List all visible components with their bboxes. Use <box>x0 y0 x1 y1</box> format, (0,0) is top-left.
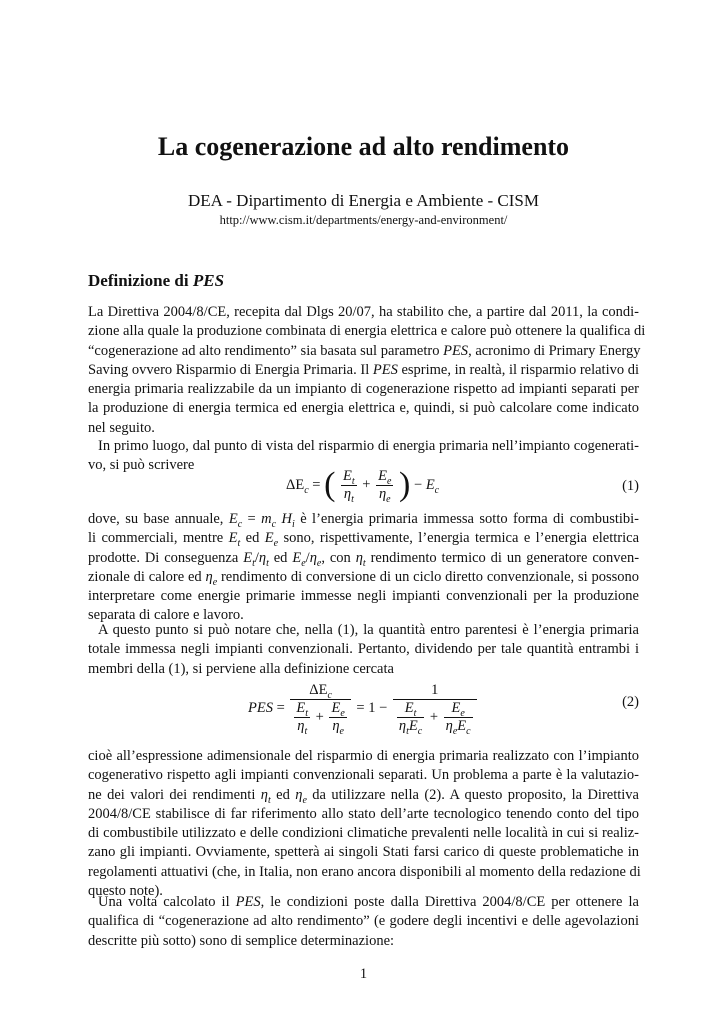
text-line: In primo luogo, dal punto di vista del risparmio di energia primaria nell’impianto cogenerati- <box>98 438 639 454</box>
paper-title: La cogenerazione ad alto rendimento <box>157 132 570 161</box>
text-line: qualifica di “cogenerazione ad alto rendimento” (e godere degli incentivi e delle agevolazioni <box>88 913 639 930</box>
paragraph-4 <box>88 621 639 679</box>
eq2-lhs: PES <box>248 700 273 716</box>
paragraph-3 <box>88 510 639 626</box>
text-line: descritte più sotto) sono di semplice determinazione: <box>88 932 395 949</box>
text-line: totale immessa negli impianti convenzionali. Pertanto, dividendo per tale quantità entrambi i <box>88 641 639 658</box>
equation-number-1: (1) <box>622 478 639 494</box>
text-line: la produzione di energia termica ed energia elettrica e, quindi, si può calcolare come indicato <box>88 400 639 417</box>
text-line: interpretare come energie primarie immesse negli impianti convenzionali per la produzione <box>88 588 639 605</box>
eq1-lhs: $\Delta E_c$ = <box>286 476 321 496</box>
eq1-fraction-electric: $\frac{E_e}{\eta_e}$ <box>378 467 392 505</box>
text-line: zionale di calore ed $\eta_e$ rendimento di conversione di un ciclo diretto convenzionale, si possono <box>88 568 640 588</box>
paragraph-5 <box>88 747 639 901</box>
text-line: nel seguito. <box>88 419 155 436</box>
text-line: cioè all’espressione adimensionale del risparmio di energia primaria realizzato con l’impianto <box>88 748 639 764</box>
text-line: di combustibile utilizzato e delle condizioni climatiche prevalenti nelle località in cui si realiz- <box>88 825 639 842</box>
eq1-fraction-thermal: $\frac{E_t}{\eta_t}$ <box>343 467 355 505</box>
affiliation-url: http://www.cism.it/departments/energy-and-environment/ <box>219 213 508 227</box>
paragraph-1 <box>88 303 646 438</box>
equation-number-2: (2) <box>622 694 639 710</box>
eq2-second-fraction: 1 $\frac{E_t}{\eta_tE_c}$ + $\frac{E_e}{\eta_eE_c}$ <box>393 682 477 735</box>
paragraph-6 <box>88 893 639 951</box>
text-line: 2004/8/CE stabilisce di far riferimento allo stato dell’arte tecnologico tenendo conto del tipo <box>88 805 639 822</box>
section-heading-pes: PES <box>192 271 225 290</box>
text-line: zano gli impianti. Ovviamente, spetterà ai singoli Stati farsi carico di queste problematiche in <box>88 844 639 861</box>
text-line: membri della (1), si perviene alla definizione cercata <box>88 660 394 677</box>
text-line: vo, si può scrivere <box>88 457 195 474</box>
text-line: questo note). <box>88 883 163 900</box>
text-line: “cogenerazione ad alto rendimento” sia basata sul parametro PES, acronimo di Primary Energy <box>88 342 641 359</box>
text-line: dove, su base annuale, $E_c = m_c$ $H_i$ è l’energia primaria immessa sotto forma di combustibi- <box>88 511 639 530</box>
equation-1: $\Delta E_c$ = ( $\frac{E_t}{\eta_t}$ + $\frac{E_e}{\eta_e}$ ) − $E_c$ (1) <box>286 466 639 505</box>
section-heading: Definizione di PES <box>88 271 225 290</box>
text-line: li commerciali, mentre $E_t$ ed $E_e$ sono, rispettivamente, l’energia termica e l’energia elettrica <box>88 530 640 550</box>
document-page <box>88 0 646 1024</box>
text-line: Saving ovvero Risparmio di Energia Primaria. Il PES esprime, in realtà, il risparmio relativo di <box>88 361 640 378</box>
text-line: ne dei valori dei rendimenti $\eta_t$ ed $\eta_e$ da utilizzare nella (2). A questo proposito, la Direttiva <box>88 786 639 806</box>
text-line: cogenerativo rispetto agli impianti convenzionali separati. Un problema a parte è la valutazio- <box>88 767 639 784</box>
text-line: regolamenti attuativi (che, in Italia, non erano ancora disponibili al momento della redazione di <box>88 863 641 880</box>
text-line: separata di calore e lavoro. <box>88 607 244 624</box>
author-affiliation: DEA - Dipartimento di Energia e Ambiente - CISM <box>188 191 539 210</box>
text-line: zione alla quale la produzione combinata di energia elettrica e calore può ottenere la qualifica di <box>88 323 646 340</box>
text-line: prodotte. Di conseguenza $E_t/\eta_t$ ed $E_e/\eta_e$, con $\eta_t$ rendimento termico di un generatore conven- <box>88 549 640 569</box>
text-line: Una volta calcolato il PES, le condizioni poste dalla Direttiva 2004/8/CE per ottenere la <box>98 894 639 910</box>
page-number: 1 <box>359 966 368 982</box>
text-line: A questo punto si può notare che, nella (1), la quantità entro parentesi è l’energia primaria <box>98 622 639 638</box>
text-line: La Direttiva 2004/8/CE, recepita dal Dlgs 20/07, ha stabilito che, a partire dal 2011, la condi- <box>88 304 639 320</box>
eq2-main-fraction: $\Delta E_c$ $\frac{E_t}{\eta_t}$ + $\frac{E_e}{\eta_e}$ <box>290 682 350 735</box>
equation-2: PES = $\Delta E_c$ $\frac{E_t}{\eta_t}$ + $\frac{E_e}{\eta_e}$ = 1 − 1 $\frac{E_t}{\eta_tE_c}$ + $\frac{E_e}{\eta_eE_c}$ (2) <box>248 682 639 737</box>
text-line: energia primaria realizzabile da un impianto di cogenerazione rispetto ad impianti separati per <box>88 381 639 398</box>
